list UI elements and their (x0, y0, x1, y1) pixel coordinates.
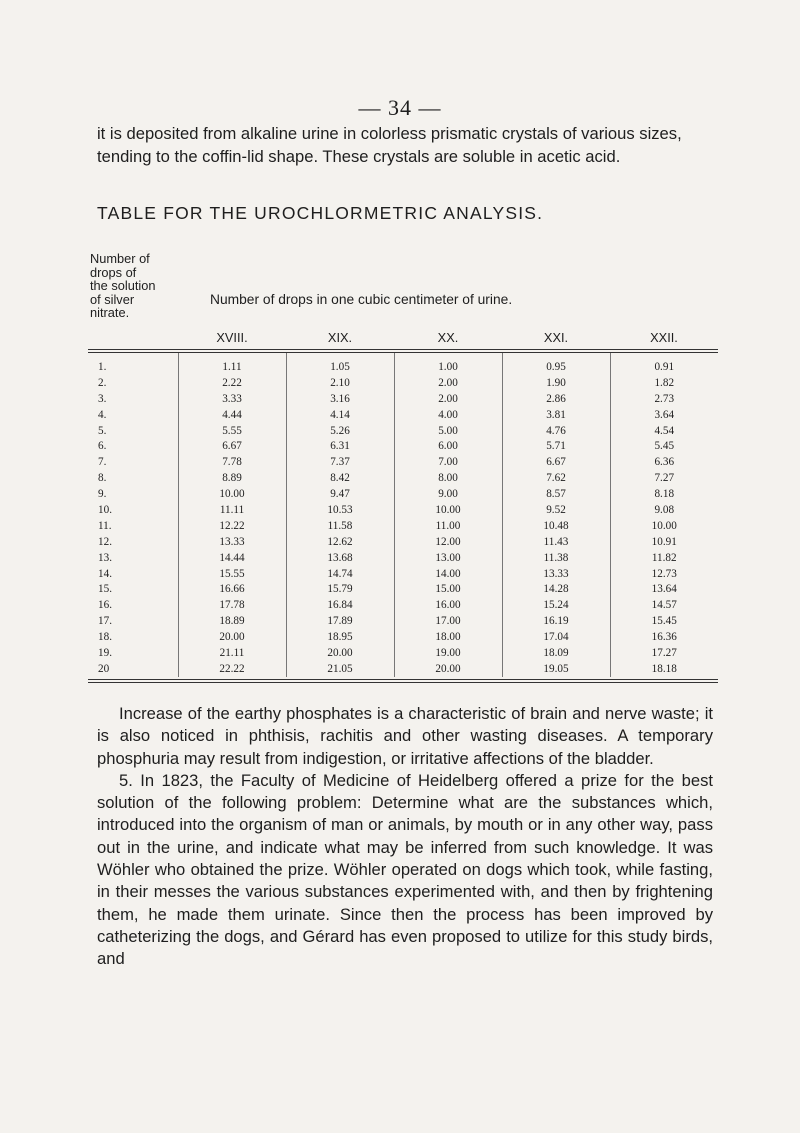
table-cell: 16.66 (178, 581, 286, 597)
table-cell: 10.48 (502, 518, 610, 534)
table-cell: 8.00 (394, 470, 502, 486)
table-row (88, 353, 718, 375)
table-cell: 12.22 (178, 518, 286, 534)
table-cell: 11.00 (394, 518, 502, 534)
drop-count-cell: 16. (98, 599, 112, 612)
table-cell: 2.10 (286, 375, 394, 391)
drop-count-cell: 15. (98, 583, 112, 596)
drop-count-cell: 6. (98, 440, 107, 453)
span-column-caption: Number of drops in one cubic centimeter of urine. (210, 292, 513, 307)
table-cell: 20.00 (178, 629, 286, 645)
table-cell: 18.95 (286, 629, 394, 645)
table-cell: 5.26 (286, 423, 394, 439)
table-cell: 16.19 (502, 613, 610, 629)
table-cell: 9.52 (502, 502, 610, 518)
table-row (88, 502, 718, 518)
table-cell: 4.54 (610, 423, 718, 439)
drop-count-cell: 14. (98, 567, 112, 580)
table-cell: 12.62 (286, 534, 394, 550)
drop-count-cell: 11. (98, 519, 112, 532)
table-cell: 1.90 (502, 375, 610, 391)
table-cell: 6.67 (178, 438, 286, 454)
table-row (88, 597, 718, 613)
table-cell: 16.84 (286, 597, 394, 613)
table-cell: 10.53 (286, 502, 394, 518)
table-cell: 13.33 (178, 534, 286, 550)
data-table (88, 353, 718, 677)
table-cell: 6.67 (502, 454, 610, 470)
table-cell: 20.00 (394, 661, 502, 677)
table-cell: 3.16 (286, 391, 394, 407)
first-column-header-line: Number of (90, 251, 150, 266)
table-row (88, 423, 718, 439)
column-header: XIX. (327, 330, 353, 345)
drop-count-cell: 3. (98, 392, 107, 405)
table-cell: 18.18 (610, 661, 718, 677)
table-cell: 1.82 (610, 375, 718, 391)
table-row (88, 407, 718, 423)
table-cell: 9.47 (286, 486, 394, 502)
intro-paragraph: it is deposited from alkaline urine in colorless prismatic crystals of various sizes, tending to the coffin-lid shape. These crystals are soluble in acetic acid. (97, 124, 682, 166)
table-cell: 15.55 (178, 566, 286, 582)
table-cell: 12.00 (394, 534, 502, 550)
table-row (88, 550, 718, 566)
table-cell: 4.76 (502, 423, 610, 439)
table-cell: 17.27 (610, 645, 718, 661)
table-cell: 22.22 (178, 661, 286, 677)
column-header: XX. (437, 330, 459, 345)
table-cell: 7.37 (286, 454, 394, 470)
table-row (88, 645, 718, 661)
table-cell: 7.00 (394, 454, 502, 470)
table-cell: 20.00 (286, 645, 394, 661)
table-cell: 17.04 (502, 629, 610, 645)
table-cell: 7.78 (178, 454, 286, 470)
table-cell: 3.64 (610, 407, 718, 423)
first-column-header-line: the solution (90, 278, 156, 294)
table-row (88, 454, 718, 470)
table-body (88, 353, 718, 677)
table-cell: 13.00 (394, 550, 502, 566)
table-header (88, 252, 718, 349)
table-cell: 2.00 (394, 391, 502, 407)
table-cell: 17.78 (178, 597, 286, 613)
table-cell: 6.36 (610, 454, 718, 470)
table-cell: 6.31 (286, 438, 394, 454)
table-cell: 9.00 (394, 486, 502, 502)
table-cell: 21.11 (178, 645, 286, 661)
table-cell: 5.00 (394, 423, 502, 439)
drop-count-cell: 9. (98, 488, 107, 501)
table-row (88, 661, 718, 677)
table-title: TABLE FOR THE UROCHLORMETRIC ANALYSIS. (97, 203, 544, 223)
table-cell: 15.00 (394, 581, 502, 597)
first-column-header-line: drops of (90, 264, 137, 280)
table-cell: 19.05 (502, 661, 610, 677)
table-cell: 11.58 (286, 518, 394, 534)
table-cell: 0.91 (610, 353, 718, 375)
table-cell: 4.14 (286, 407, 394, 423)
table-cell: 11.38 (502, 550, 610, 566)
table-cell: 8.89 (178, 470, 286, 486)
table-cell: 11.82 (610, 550, 718, 566)
table-cell: 12.73 (610, 566, 718, 582)
table-cell: 2.22 (178, 375, 286, 391)
table-cell: 16.00 (394, 597, 502, 613)
table-cell: 2.00 (394, 375, 502, 391)
paragraph-wohler: 5. In 1823, the Faculty of Medicine of Heidelberg offered a prize for the best solution of the following problem: Determine what are the substances which, introduced into the organism of man or animals, by mouth or in any other way, pass out in the urine, and indicate what may be inferred from such knowledge. It was Wöhler who obtained the prize. Wöhler operated on dogs which took, while fasting, in their messes the various substances experimented with, and then by frightening them, he made them urinate. Since then the process has been improved by catheterizing the dogs, and Gérard has even proposed to utilize for this study birds, and (97, 770, 713, 969)
table-cell: 14.28 (502, 581, 610, 597)
table-cell: 9.08 (610, 502, 718, 518)
drop-count-cell: 8. (98, 472, 107, 485)
paragraph-phosphates: Increase of the earthy phosphates is a characteristic of brain and nerve waste; it is also noticed in phthisis, rachitis and other wasting diseases. A temporary phosphuria may result from indigestion, or irritative affections of the bladder. (97, 704, 713, 768)
column-header: XVIII. (216, 330, 248, 345)
table-cell: 17.89 (286, 613, 394, 629)
table-row (88, 566, 718, 582)
table-cell: 0.95 (502, 353, 610, 375)
table-cell: 15.45 (610, 613, 718, 629)
table-cell: 14.00 (394, 566, 502, 582)
drop-count-cell: 19. (98, 646, 112, 659)
drop-count-cell: 1. (98, 360, 107, 373)
drop-count-cell: 18. (98, 631, 112, 644)
table-cell: 5.45 (610, 438, 718, 454)
page-number: — 34 — (358, 95, 442, 120)
table-cell: 11.43 (502, 534, 610, 550)
table-cell: 5.55 (178, 423, 286, 439)
first-column-header (90, 252, 200, 320)
table-row (88, 470, 718, 486)
table-cell: 5.71 (502, 438, 610, 454)
table-cell: 3.81 (502, 407, 610, 423)
table-row (88, 391, 718, 407)
drop-count-cell: 12. (98, 535, 112, 548)
table-cell: 1.00 (394, 353, 502, 375)
table-cell: 17.00 (394, 613, 502, 629)
table-cell: 15.24 (502, 597, 610, 613)
table-row (88, 518, 718, 534)
body-text (97, 703, 713, 971)
table-cell: 18.09 (502, 645, 610, 661)
drop-count-cell: 5. (98, 424, 107, 437)
table-cell: 14.74 (286, 566, 394, 582)
table-cell: 10.00 (178, 486, 286, 502)
table-cell: 14.57 (610, 597, 718, 613)
table-cell: 2.86 (502, 391, 610, 407)
table-cell: 13.64 (610, 581, 718, 597)
table-cell: 6.00 (394, 438, 502, 454)
table-cell: 11.11 (178, 502, 286, 518)
table-cell: 7.27 (610, 470, 718, 486)
drop-count-cell: 20 (98, 662, 110, 675)
table-row (88, 581, 718, 597)
drop-count-cell: 10. (98, 503, 112, 516)
column-headers (88, 330, 718, 345)
table-cell: 15.79 (286, 581, 394, 597)
table-cell: 4.44 (178, 407, 286, 423)
table-cell: 3.33 (178, 391, 286, 407)
table-cell: 21.05 (286, 661, 394, 677)
table-cell: 13.33 (502, 566, 610, 582)
table-cell: 18.89 (178, 613, 286, 629)
table-row (88, 613, 718, 629)
table-row (88, 375, 718, 391)
column-header: XXII. (650, 330, 678, 345)
table-cell: 1.05 (286, 353, 394, 375)
table-cell: 8.42 (286, 470, 394, 486)
table-row (88, 486, 718, 502)
drop-count-cell: 2. (98, 376, 107, 389)
table-cell: 1.11 (178, 353, 286, 375)
table-cell: 10.91 (610, 534, 718, 550)
drop-count-cell: 17. (98, 615, 112, 628)
first-column-header-line: of silver (90, 291, 135, 307)
table-row (88, 438, 718, 454)
table-cell: 10.00 (610, 518, 718, 534)
drop-count-cell: 7. (98, 456, 107, 469)
table-cell: 7.62 (502, 470, 610, 486)
table-cell: 10.00 (394, 502, 502, 518)
table-row (88, 629, 718, 645)
urochlormetric-table (88, 252, 718, 683)
table-cell: 4.00 (394, 407, 502, 423)
table-cell: 14.44 (178, 550, 286, 566)
table-cell: 2.73 (610, 391, 718, 407)
column-header: XXI. (543, 330, 569, 345)
table-cell: 8.57 (502, 486, 610, 502)
table-cell: 19.00 (394, 645, 502, 661)
drop-count-cell: 13. (98, 551, 112, 564)
footer-rule (88, 679, 718, 683)
drop-count-cell: 4. (98, 408, 107, 421)
table-cell: 8.18 (610, 486, 718, 502)
table-row (88, 534, 718, 550)
table-cell: 13.68 (286, 550, 394, 566)
table-cell: 16.36 (610, 629, 718, 645)
first-column-header-line: nitrate. (90, 305, 130, 321)
table-cell: 18.00 (394, 629, 502, 645)
